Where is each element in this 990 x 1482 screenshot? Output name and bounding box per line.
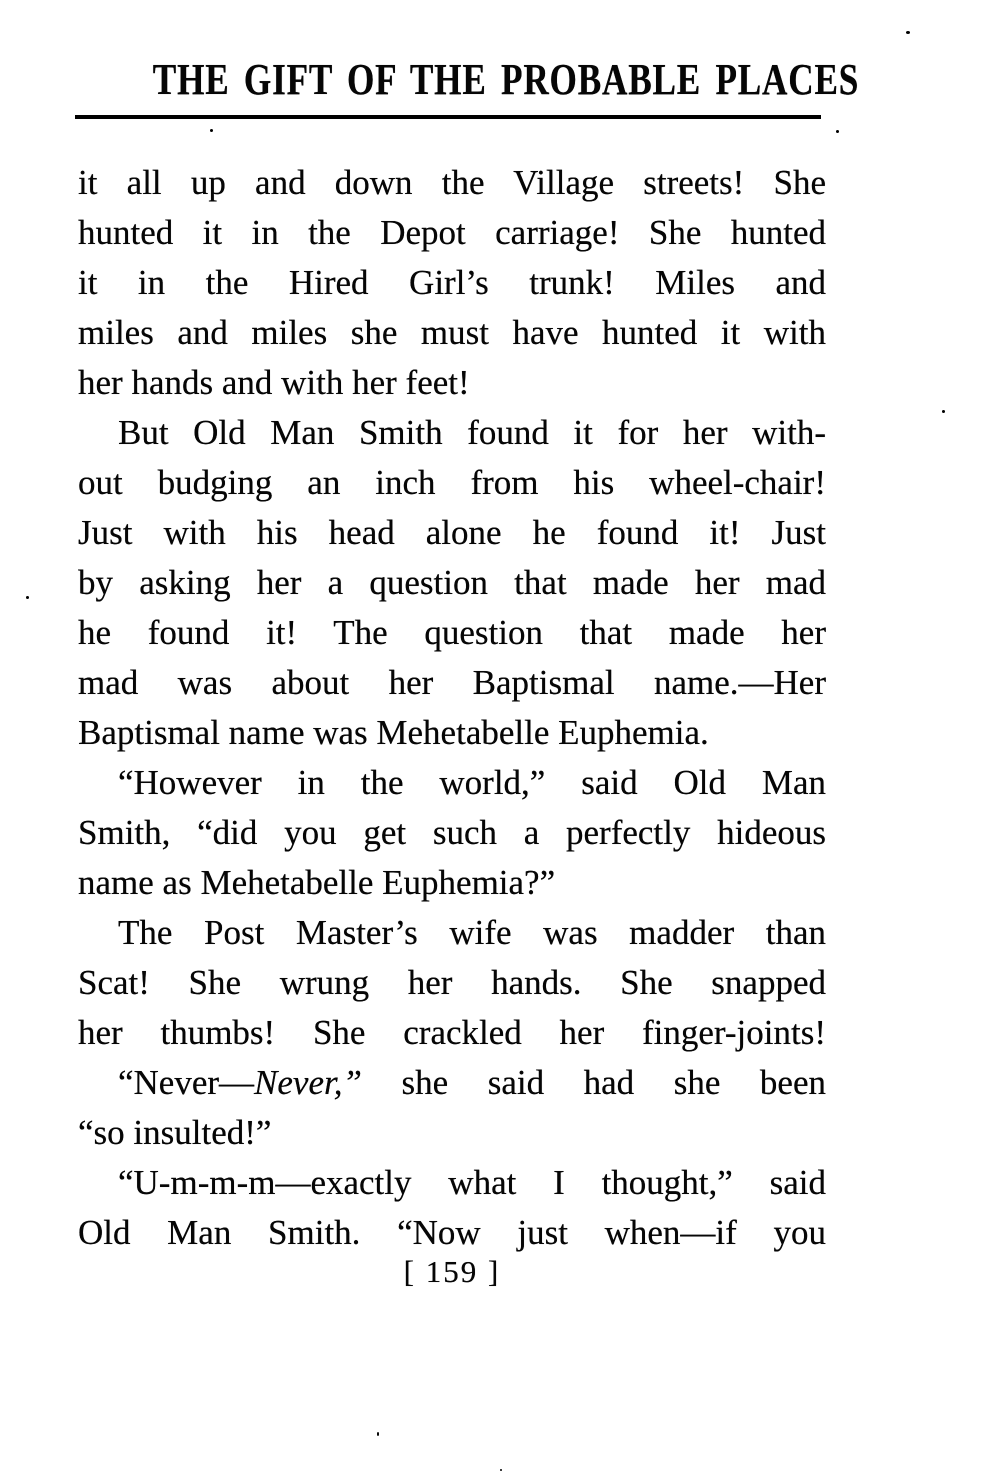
- text-line: by asking her a question that made her mad: [78, 563, 826, 602]
- text-line: her hands and with her feet!: [78, 363, 470, 402]
- text-line: Just with his head alone he found it! Just: [78, 513, 826, 552]
- text-line: “so insulted!”: [78, 1113, 272, 1152]
- scan-speck: [377, 1432, 379, 1436]
- header-rule: [75, 115, 821, 119]
- text-line: But Old Man Smith found it for her with-: [118, 413, 826, 452]
- text-line: miles and miles she must have hunted it with: [78, 313, 826, 352]
- text-line: Old Man Smith. “Now just when—if you: [78, 1213, 826, 1252]
- text-line: Baptismal name was Mehetabelle Euphemia.: [78, 713, 709, 752]
- page-title: THE GIFT OF THE PROBABLE PLACES: [152, 55, 860, 104]
- never-line-italic: Never,”: [254, 1063, 362, 1102]
- text-line: Scat! She wrung her hands. She snapped: [78, 963, 826, 1002]
- text-line: hunted it in the Depot carriage! She hunted: [78, 213, 826, 252]
- never-line-post: she said had she been: [361, 1063, 826, 1102]
- never-line-pre: “Never—: [118, 1063, 255, 1102]
- text-line: he found it! The question that made her: [78, 613, 826, 652]
- scan-speck: [26, 596, 29, 599]
- scan-speck: [942, 410, 945, 413]
- text-line: [78, 1058, 826, 1108]
- text-line: “U-m-m-m—exactly what I thought,” said: [118, 1163, 826, 1202]
- scan-speck: [500, 1469, 502, 1471]
- text-line: The Post Master’s wife was madder than: [118, 913, 826, 952]
- text-line: “However in the world,” said Old Man: [118, 763, 826, 802]
- scan-speck: [906, 31, 910, 34]
- text-line: Smith, “did you get such a perfectly hideous: [78, 813, 826, 852]
- scan-speck: [836, 130, 839, 133]
- text-line: name as Mehetabelle Euphemia?”: [78, 863, 556, 902]
- page-number: [ 159 ]: [403, 1254, 501, 1289]
- text-line: mad was about her Baptismal name.—Her: [78, 663, 826, 702]
- text-line: her thumbs! She crackled her finger-joints!: [78, 1013, 826, 1052]
- scan-speck: [210, 129, 213, 132]
- text-line: it all up and down the Village streets! She: [78, 163, 826, 202]
- text-line: out budging an inch from his wheel-chair!: [78, 463, 826, 502]
- body-text: [78, 158, 826, 1258]
- text-line: it in the Hired Girl’s trunk! Miles and: [78, 263, 826, 302]
